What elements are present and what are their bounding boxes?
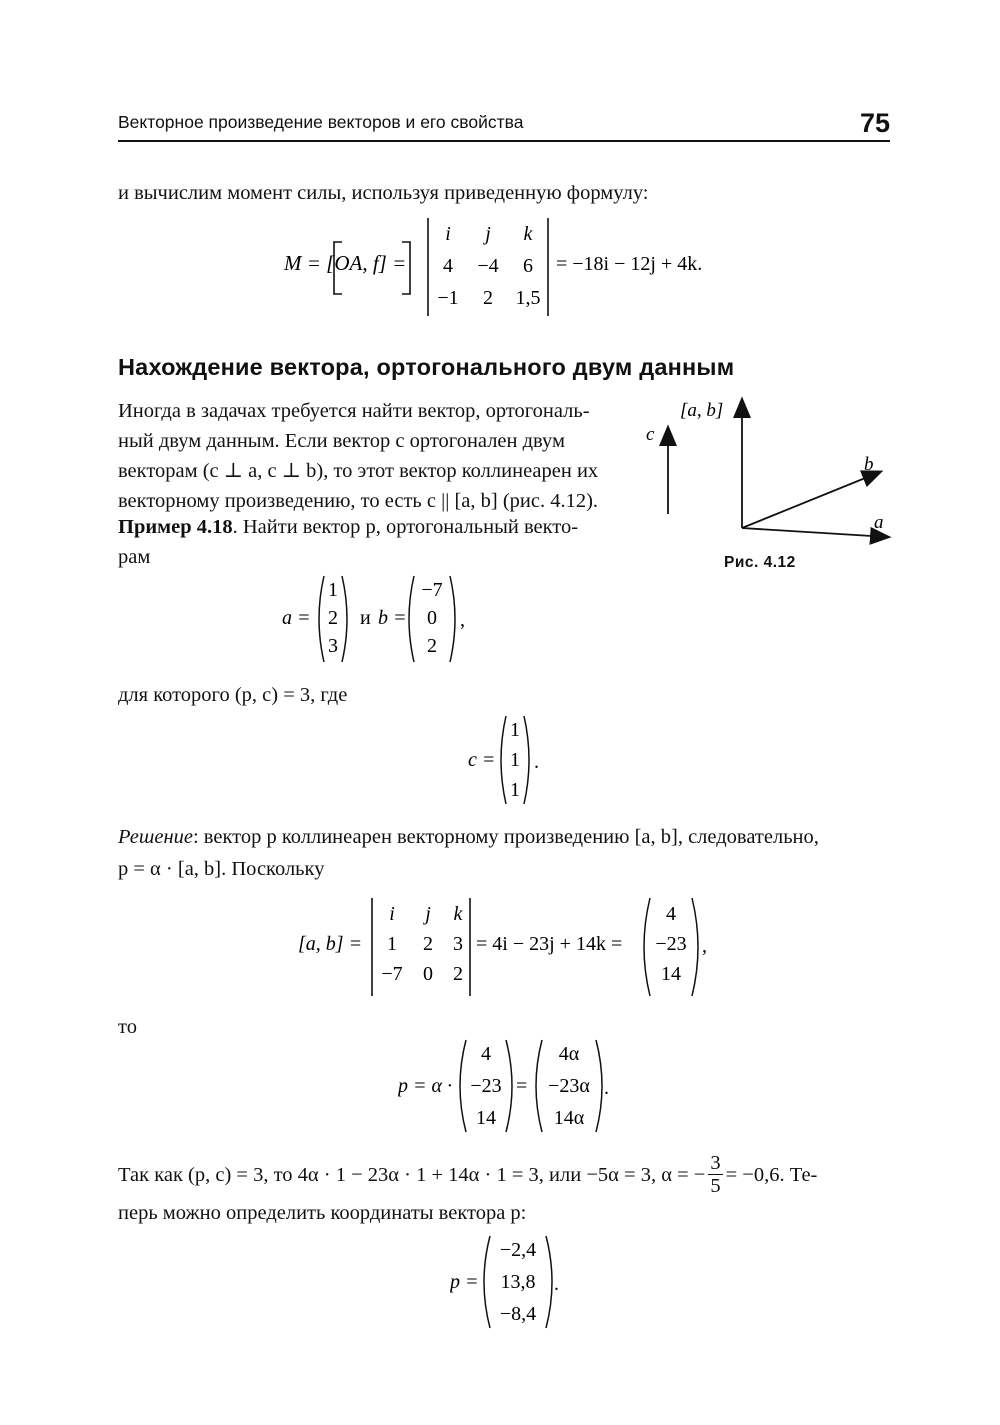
m-cell: 2 — [483, 287, 493, 309]
m-cell: 6 — [523, 255, 533, 277]
since-line2: перь можно определить координаты вектора p: — [118, 1202, 527, 1224]
label-cross: [a, b] — [680, 400, 724, 421]
paragraph-line: ный двум данным. Если вектор c ортогонален двум — [118, 430, 565, 452]
c-cell: 0 — [423, 963, 433, 985]
paren-right — [524, 716, 529, 804]
example-label: Пример 4.18 — [118, 516, 233, 538]
p-final-val: −2,4 — [499, 1239, 537, 1261]
vec-c-val: 1 — [510, 719, 520, 741]
p-final-val: 13,8 — [500, 1271, 536, 1293]
label-c: c — [646, 424, 655, 445]
c-cell: 2 — [423, 933, 433, 955]
fraction-denominator: 5 — [710, 1175, 721, 1197]
paren-left — [501, 716, 506, 804]
vec-a-val: 2 — [328, 607, 338, 629]
paragraph-line: векторам (c ⊥ a, c ⊥ b), то этот вектор коллинеарен их — [118, 460, 599, 482]
figure-4-12 — [636, 392, 896, 552]
p-final-val: −8,4 — [499, 1303, 537, 1325]
paren-right — [546, 1236, 552, 1328]
label-b: b — [864, 454, 874, 475]
p-alpha-res: 14α — [553, 1107, 585, 1129]
c-cell: k — [453, 903, 463, 925]
m-cell: 4 — [443, 255, 453, 277]
paren-left — [536, 1040, 542, 1132]
m-cell: −4 — [477, 255, 499, 277]
m-cell: i — [445, 223, 451, 245]
vector-c — [464, 714, 554, 806]
vec-b-name: b = — [378, 607, 407, 629]
vec-a-val: 1 — [328, 579, 338, 601]
cross-res: −23 — [655, 933, 687, 955]
vec-c-val: 1 — [510, 779, 520, 801]
vec-b-val: 0 — [427, 607, 437, 629]
comma: , — [702, 935, 707, 957]
p-alpha-vec: 4 — [481, 1043, 491, 1065]
moment-lhs: M = [OA, f] = — [284, 251, 407, 275]
fraction-numerator: 3 — [710, 1152, 721, 1174]
paren-right — [342, 576, 347, 662]
c-cell: i — [389, 903, 395, 925]
since-line1 — [118, 1154, 817, 1199]
fraction — [708, 1152, 722, 1197]
vec-a-val: 3 — [328, 635, 338, 657]
period: . — [534, 751, 539, 773]
vec-b-val: −7 — [421, 579, 443, 601]
p-alpha-res: 4α — [558, 1043, 580, 1065]
figure-caption: Рис. 4.12 — [724, 554, 796, 571]
cross-mid: = 4i − 23j + 14k = — [476, 933, 623, 955]
c-cell: j — [425, 903, 431, 925]
m-cell: k — [523, 223, 533, 245]
paragraph-orthogonal — [118, 396, 628, 516]
period: . — [604, 1077, 609, 1099]
paren-right — [506, 1040, 512, 1132]
conj-and: и — [360, 607, 371, 629]
m-cell: j — [485, 223, 491, 245]
p-alpha-vec: 14 — [476, 1107, 496, 1129]
paren-right — [596, 1040, 602, 1132]
paren-left — [409, 576, 414, 662]
example-text-cont: рам — [118, 546, 151, 568]
p-final-formula — [450, 1234, 570, 1330]
running-header: Векторное произведение векторов и его свойства — [118, 112, 524, 132]
solution — [118, 822, 898, 884]
intro-text: и вычислим момент силы, используя приведенную формулу: — [118, 182, 649, 204]
vector-a-arrow — [742, 528, 888, 537]
equals: = — [516, 1075, 528, 1097]
period: . — [554, 1273, 559, 1295]
c-cell: −7 — [381, 963, 403, 985]
p-alpha-formula — [398, 1036, 628, 1136]
m-cell: 1,5 — [515, 287, 541, 309]
to-word: то — [118, 1016, 137, 1038]
paragraph-line: Иногда в задачах требуется найти вектор, ортогональ- — [118, 400, 590, 422]
paren-left — [644, 898, 650, 996]
moment-matrix — [437, 223, 540, 309]
p-alpha-lhs: p = α · — [398, 1075, 452, 1097]
solution-label: Решение — [118, 826, 193, 848]
label-a: a — [874, 512, 884, 533]
paren-right — [450, 576, 455, 662]
vec-b-val: 2 — [427, 635, 437, 657]
cross-product-formula — [298, 894, 718, 1002]
c-cell: 3 — [453, 933, 463, 955]
p-alpha-res: −23α — [548, 1075, 590, 1097]
cross-lhs: [a, b] = — [298, 933, 363, 955]
m-cell: −1 — [437, 287, 459, 309]
example-heading — [118, 512, 638, 572]
p-final-lhs: p = — [450, 1271, 479, 1293]
section-title: Нахождение вектора, ортогонального двум данным — [118, 354, 735, 380]
condition-text: для которого (p, c) = 3, где — [118, 684, 348, 706]
solution-line2: p = α · [a, b]. Поскольку — [118, 858, 325, 880]
paragraph-line: векторному произведению, то есть c || [a, b] (рис. 4.12). — [118, 490, 599, 512]
vec-c-name: c = — [468, 749, 496, 771]
vector-b-arrow — [742, 472, 880, 528]
header-rule — [118, 140, 890, 142]
comma: , — [460, 609, 465, 631]
paren-left — [460, 1040, 466, 1132]
paren-right — [692, 898, 698, 996]
since-text-end: = −0,6. Те- — [725, 1164, 818, 1187]
p-alpha-vec: −23 — [470, 1075, 502, 1097]
vec-c-val: 1 — [510, 749, 520, 771]
moment-rhs: = −18i − 12j + 4k. — [556, 253, 703, 275]
page-number: 75 — [859, 108, 890, 138]
paren-left — [319, 576, 324, 662]
c-cell: 1 — [387, 933, 397, 955]
cross-res: 4 — [666, 903, 676, 925]
moment-formula — [270, 212, 750, 320]
vectors-a-b — [278, 574, 478, 664]
c-cell: 2 — [453, 963, 463, 985]
cross-res: 14 — [661, 963, 681, 985]
vec-a-name: a = — [282, 607, 311, 629]
example-text: . Найти вектор p, ортогональный векто- — [232, 516, 579, 538]
solution-text: : вектор p коллинеарен векторному произведению [a, b], следовательно, — [192, 826, 819, 848]
since-text: Так как (p, c) = 3, то 4α · 1 − 23α · 1 + 14α · 1 = 3, или −5α = 3, α = − — [118, 1164, 706, 1187]
paren-left — [484, 1236, 490, 1328]
